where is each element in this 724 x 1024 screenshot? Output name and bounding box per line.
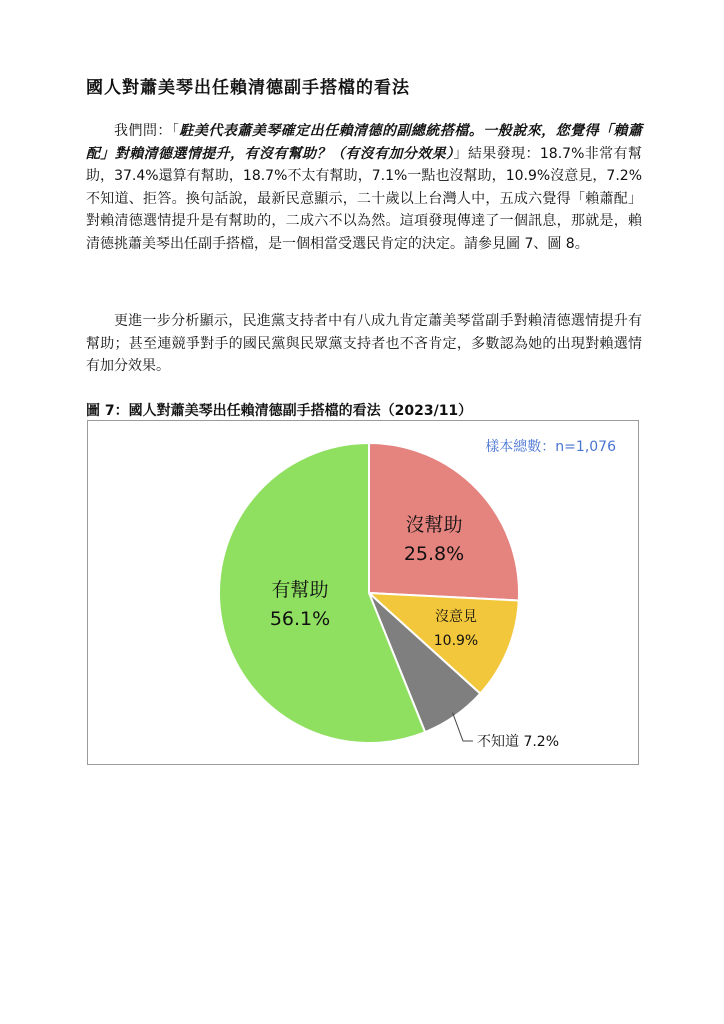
- page-title: 國人對蕭美琴出任賴清德副手搭檔的看法: [86, 78, 410, 98]
- leader-line-2: [453, 713, 473, 741]
- slice-value-0: 25.8%: [403, 543, 465, 565]
- paragraph-1-rest: 」結果發現：18.7%非常有幫助，37.4%還算有幫助，18.7%不太有幫助，7.1%一點也沒幫助，10.9%沒意見，7.2%不知道、拒答。換句話說，最新民意顯示，二十歲以上台灣人中，五成六覺得「賴蕭配」對賴清德選情提升是有幫助的，二成六不以為然。這項發現傳達了一個訊息，那就是，賴清德挑蕭美琴出任副手搭檔，是一個相當受選民肯定的決定。請參見圖 7、圖 8。: [86, 145, 642, 252]
- slice-label-2: 不知道 7.2%: [477, 734, 560, 750]
- slice-value-1: 10.9%: [433, 633, 479, 649]
- survey-question: 駐美代表蕭美琴確定出任賴清德的副總統搭檔。一般說來，您覺得「賴蕭配」對賴清德選情提升，有沒有幫助？（有沒有加分效果）: [86, 123, 643, 162]
- paragraph-2: 更進一步分析顯示，民進黨支持者中有八成九肯定蕭美琴當副手對賴清德選情提升有幫助；甚至連競爭對手的國民黨與民眾黨支持者也不吝肯定，多數認為她的出現對賴選情有加分效果。: [86, 313, 642, 374]
- paragraph-1: [86, 120, 642, 255]
- slice-label-0: 沒幫助: [405, 514, 463, 536]
- slice-label-1: 沒意見: [435, 609, 477, 625]
- chart-frame: [87, 420, 639, 765]
- slice-value-3: 56.1%: [269, 608, 331, 630]
- sample-size-label: 樣本總數：n=1,076: [485, 439, 616, 455]
- pie-chart: [88, 421, 640, 766]
- slice-label-3: 有幫助: [271, 579, 329, 601]
- figure-caption: 圖 7：國人對蕭美琴出任賴清德副手搭檔的看法（2023/11）: [86, 403, 473, 419]
- paragraph-1-lead: 我們問：「: [114, 123, 180, 139]
